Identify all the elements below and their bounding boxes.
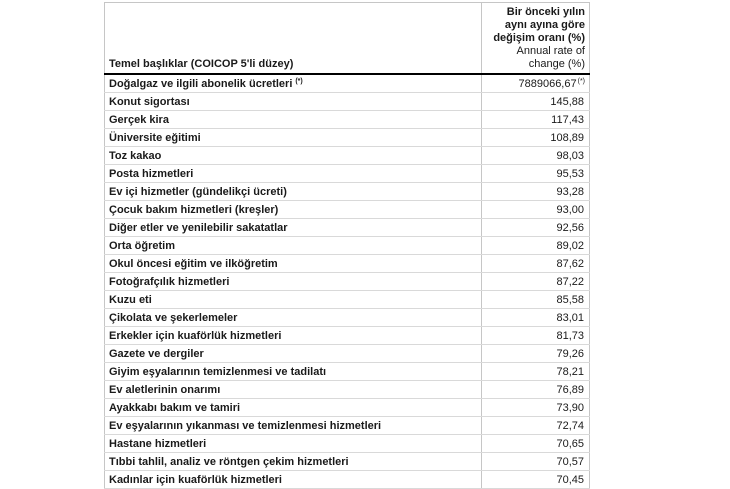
row-label: Ev eşyalarının yıkanması ve temizlenmesi hizmetleri xyxy=(109,420,382,432)
row-label: Üniversite eğitimi xyxy=(109,132,201,144)
row-value: 95,53 xyxy=(556,168,584,180)
row-label: Ayakkabı bakım ve tamiri xyxy=(109,402,241,414)
row-label: Okul öncesi eğitim ve ilköğretim xyxy=(109,258,278,270)
table-row xyxy=(105,399,590,417)
row-value: 92,56 xyxy=(556,222,584,234)
table-row xyxy=(105,291,590,309)
row-label: Doğalgaz ve ilgili abonelik ücretleri xyxy=(109,78,293,90)
row-label-footnote-marker: (*) xyxy=(293,78,303,85)
row-label: Konut sigortası xyxy=(109,96,190,108)
row-value: 72,74 xyxy=(556,420,584,432)
row-value: 93,00 xyxy=(556,204,584,216)
row-value: 83,01 xyxy=(556,312,584,324)
row-value: 73,90 xyxy=(556,402,584,414)
row-label: Kuzu eti xyxy=(109,294,152,306)
row-label: Ev içi hizmetler (gündelikçi ücreti) xyxy=(109,186,287,198)
table-row xyxy=(105,237,590,255)
table-row xyxy=(105,273,590,291)
table-row xyxy=(105,74,590,93)
row-label: Orta öğretim xyxy=(109,240,176,252)
table-row xyxy=(105,435,590,453)
row-label: Çocuk bakım hizmetleri (kreşler) xyxy=(109,204,279,216)
row-label: Tıbbi tahlil, analiz ve röntgen çekim hizmetleri xyxy=(109,456,349,468)
table-row xyxy=(105,219,590,237)
row-value: 145,88 xyxy=(550,96,584,108)
row-value: 70,65 xyxy=(556,438,584,450)
value-column-header-line: değişim oranı (%) xyxy=(493,32,585,44)
table-row xyxy=(105,183,590,201)
table-body xyxy=(105,74,590,489)
table-row xyxy=(105,93,590,111)
row-value: 70,57 xyxy=(556,456,584,468)
row-value: 89,02 xyxy=(556,240,584,252)
header-row xyxy=(105,3,590,75)
row-value: 93,28 xyxy=(556,186,584,198)
table-row xyxy=(105,327,590,345)
rates-table-container xyxy=(104,2,589,489)
row-label: Posta hizmetleri xyxy=(109,168,194,180)
table-row xyxy=(105,471,590,489)
row-value: 85,58 xyxy=(556,294,584,306)
table-row xyxy=(105,255,590,273)
table-row xyxy=(105,165,590,183)
table-row xyxy=(105,201,590,219)
annual-rate-of-change-table xyxy=(104,2,590,489)
table-row xyxy=(105,363,590,381)
table-row xyxy=(105,345,590,363)
table-header xyxy=(105,3,590,75)
row-value: 108,89 xyxy=(550,132,584,144)
row-value: 78,21 xyxy=(556,366,584,378)
value-column-header-line: Bir önceki yılın xyxy=(506,6,585,18)
value-column-header-line-en: Annual rate of xyxy=(516,45,585,57)
row-label: Toz kakao xyxy=(109,150,162,162)
table-row xyxy=(105,129,590,147)
row-label: Çikolata ve şekerlemeler xyxy=(109,312,238,324)
row-label: Kadınlar için kuaförlük hizmetleri xyxy=(109,474,282,486)
table-row xyxy=(105,147,590,165)
value-column-header xyxy=(482,3,590,75)
row-value: 87,22 xyxy=(556,276,584,288)
row-value: 70,45 xyxy=(556,474,584,486)
row-label: Ev aletlerinin onarımı xyxy=(109,384,221,396)
row-label: Gazete ve dergiler xyxy=(109,348,204,360)
table-row xyxy=(105,417,590,435)
row-label: Gerçek kira xyxy=(109,114,169,126)
row-value: 87,62 xyxy=(556,258,584,270)
row-value: 81,73 xyxy=(556,330,584,342)
table-row xyxy=(105,309,590,327)
row-value: 117,43 xyxy=(551,114,584,126)
row-value: 79,26 xyxy=(556,348,584,360)
table-row xyxy=(105,453,590,471)
row-value: 7889066,67 xyxy=(518,78,577,90)
row-value-footnote-marker: (*) xyxy=(577,78,585,85)
table-row xyxy=(105,111,590,129)
row-label: Giyim eşyalarının temizlenmesi ve tadilatı xyxy=(109,366,327,378)
table-row xyxy=(105,381,590,399)
value-column-header-line: aynı ayına göre xyxy=(504,19,585,31)
row-value: 76,89 xyxy=(556,384,584,396)
row-label: Diğer etler ve yenilebilir sakatatlar xyxy=(109,222,288,234)
value-column-header-line-en: change (%) xyxy=(528,58,585,70)
row-value: 98,03 xyxy=(556,150,584,162)
row-label: Fotoğrafçılık hizmetleri xyxy=(109,276,230,288)
row-label: Erkekler için kuaförlük hizmetleri xyxy=(109,330,282,342)
row-label: Hastane hizmetleri xyxy=(109,438,207,450)
label-column-header: Temel başlıklar (COICOP 5'li düzey) xyxy=(105,3,482,75)
